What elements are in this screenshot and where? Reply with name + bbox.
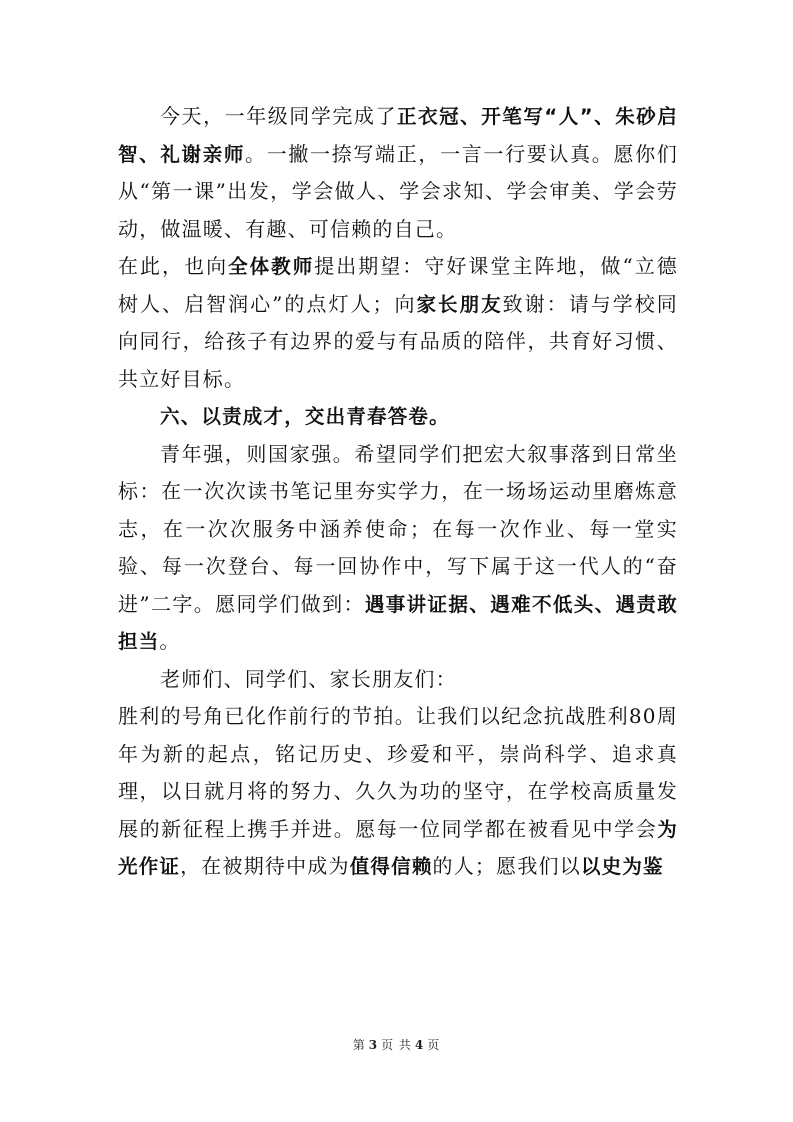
paragraph-first-grade (118, 98, 678, 248)
page-footer (0, 1036, 793, 1053)
text-run: 提出期望：守好课堂主阵地，做“立德树人、启智润心”的点灯人；向 (118, 254, 679, 316)
bold-text-run: 全体教师 (228, 255, 315, 278)
text-run: 的人；愿我们以 (432, 854, 581, 878)
text-run: 致谢：请与学校同向同行，给孩子有边界的爱与有品质的陪伴，共育好习惯、共立好目标。 (118, 291, 678, 391)
text-run: 今天，一年级同学完成了 (160, 104, 398, 128)
text-run: 青年强，则国家强。希望同学们把宏大叙事落到日常坐标：在一次次读书笔记里夯实学力，在一场场运动里磨炼意志，在一次次服务中涵养使命；在每一次作业、每一堂实验、每一次登台、每一回协作中，写下属于这一代人的“奋进”二字。愿同学们做到： (118, 441, 678, 616)
footer-suffix: 页 (427, 1038, 441, 1052)
paragraph-closing (118, 698, 678, 886)
section-heading-six: 六、以责成才，交出青春答卷。 (160, 405, 450, 428)
paragraph-address: 老师们、同学们、家长朋友们： (160, 666, 457, 691)
bold-text-run: 以史为鉴 (580, 855, 664, 878)
bold-text-run: 家长朋友 (416, 292, 503, 316)
paragraph-youth (118, 436, 678, 661)
text-run: 。 (159, 629, 181, 653)
current-page-number: 3 (368, 1038, 379, 1052)
bold-text-run: 正衣冠、开笔写“人”、朱砂启智、礼谢亲师 (118, 105, 678, 166)
text-run: 在此，也向 (118, 254, 229, 278)
footer-middle: 页 共 (381, 1038, 412, 1052)
document-body (118, 98, 678, 886)
footer-prefix: 第 (352, 1038, 366, 1052)
bold-text-run: 值得信赖 (349, 855, 433, 878)
bold-text-run: 遇事讲证据、遇难不低头、遇责敢担当 (118, 592, 678, 653)
total-page-number: 4 (414, 1038, 425, 1052)
text-run: ，在被期待中成为 (180, 854, 350, 878)
text-run: 胜利的号角已化作前行的节拍。让我们以纪念抗战胜利80周年为新的起点，铭记历史、珍爱和平，崇尚科学、追求真理，以日就月将的努力、久久为功的坚守，在学校高质量发展的新征程上携手并进。愿每一位同学都在被看见中学会 (118, 704, 678, 841)
bold-text-run: 为光作证 (118, 817, 678, 878)
text-run: 。一撇一捺写端正，一言一行要认真。愿你们从“第一课”出发，学会做人、学会求知、学会审美、学会劳动，做温暖、有趣、可信赖的自己。 (118, 141, 678, 241)
paragraph-teachers-parents (118, 248, 678, 398)
